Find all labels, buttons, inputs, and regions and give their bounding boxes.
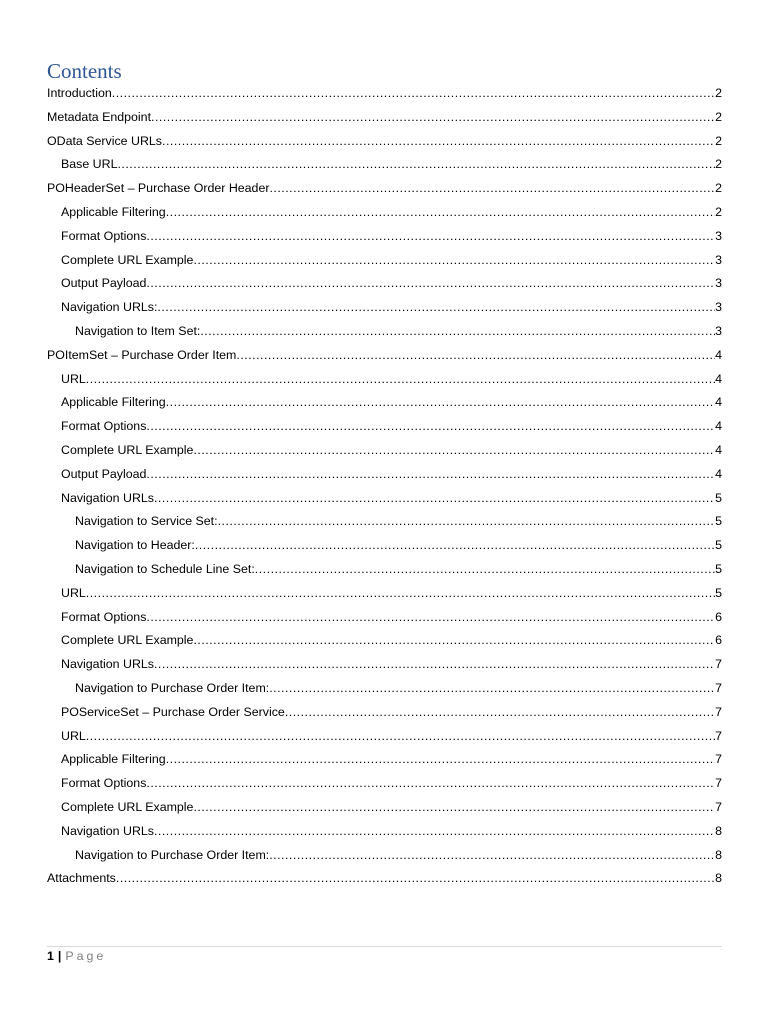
toc-dot-leader [86, 582, 715, 606]
toc-entry-page-number: 5 [715, 490, 722, 505]
toc-dot-leader [86, 725, 715, 749]
toc-entry[interactable] [47, 344, 722, 368]
toc-dot-leader [116, 867, 715, 891]
toc-entry[interactable] [47, 487, 722, 511]
footer-separator: | [57, 949, 62, 963]
toc-entry-page-number: 3 [715, 300, 722, 315]
toc-entry-title: Navigation to Purchase Order Item: [75, 847, 270, 862]
toc-entry-page-number: 8 [715, 871, 722, 886]
toc-entry-title: URL [61, 585, 86, 600]
footer-page-label: Page [65, 949, 107, 963]
toc-entry-page-number: 7 [715, 657, 722, 672]
toc-entry[interactable] [47, 748, 722, 772]
toc-entry-title: Navigation to Item Set: [75, 323, 201, 338]
toc-entry-title: Complete URL Example [61, 633, 194, 648]
toc-dot-leader [166, 748, 715, 772]
toc-entry-page-number: 3 [715, 228, 722, 243]
toc-entry-page-number: 7 [715, 704, 722, 719]
toc-entry-title: OData Service URLs [47, 133, 162, 148]
toc-entry-title: Navigation to Service Set: [75, 514, 218, 529]
toc-entry-title: Navigation URLs [61, 823, 154, 838]
toc-dot-leader [154, 820, 715, 844]
toc-entry-page-number: 3 [715, 252, 722, 267]
toc-entry[interactable] [47, 582, 722, 606]
toc-entry-title: Navigation to Purchase Order Item: [75, 680, 270, 695]
toc-entry[interactable] [47, 701, 722, 725]
toc-entry-title: Introduction [47, 86, 112, 100]
toc-entry[interactable] [47, 130, 722, 154]
toc-heading: Contents [47, 59, 122, 83]
toc-entry-page-number: 8 [715, 847, 722, 862]
toc-entry[interactable] [47, 320, 722, 344]
toc-entry-page-number: 2 [715, 109, 722, 124]
toc-entry-title: Format Options [61, 228, 147, 243]
toc-entry[interactable] [47, 249, 722, 273]
toc-entry-title: Navigation URLs [61, 490, 154, 505]
toc-entry-title: Navigation URLs: [61, 300, 158, 315]
toc-dot-leader [146, 415, 715, 439]
toc-entry-title: Output Payload [61, 466, 147, 481]
toc-entry-title: POHeaderSet – Purchase Order Header [47, 181, 270, 196]
toc-entry-title: Metadata Endpoint [47, 109, 152, 124]
toc-entry-page-number: 5 [715, 538, 722, 553]
toc-list [47, 82, 722, 891]
toc-entry[interactable] [47, 415, 722, 439]
toc-dot-leader [117, 153, 715, 177]
toc-entry[interactable] [47, 820, 722, 844]
toc-entry-page-number: 4 [715, 395, 722, 410]
toc-dot-leader [193, 629, 715, 653]
toc-entry-title: Complete URL Example [61, 252, 194, 267]
toc-entry-page-number: 7 [715, 728, 722, 743]
toc-dot-leader [269, 677, 715, 701]
toc-entry-title: URL [61, 728, 86, 743]
toc-entry-title: Base URL [61, 157, 118, 172]
toc-entry-page-number: 7 [715, 799, 722, 814]
toc-entry-page-number: 6 [715, 609, 722, 624]
toc-entry-page-number: 5 [715, 585, 722, 600]
toc-dot-leader [112, 82, 715, 106]
toc-entry[interactable] [47, 677, 722, 701]
toc-entry-title: Navigation to Schedule Line Set: [75, 561, 255, 576]
toc-entry[interactable] [47, 606, 722, 630]
footer-divider [47, 946, 722, 947]
toc-entry[interactable] [47, 82, 722, 106]
toc-entry-title: URL [61, 371, 86, 386]
toc-entry-page-number: 5 [715, 561, 722, 576]
toc-entry-page-number: 7 [715, 752, 722, 767]
toc-dot-leader [157, 296, 715, 320]
toc-dot-leader [236, 344, 715, 368]
toc-entry-page-number: 2 [715, 157, 722, 172]
toc-entry-page-number: 3 [715, 323, 722, 338]
toc-entry[interactable] [47, 772, 722, 796]
toc-entry-title: Applicable Filtering [61, 752, 166, 767]
toc-entry[interactable] [47, 296, 722, 320]
toc-dot-leader [146, 772, 715, 796]
toc-entry-page-number: 4 [715, 419, 722, 434]
toc-dot-leader [193, 796, 715, 820]
toc-entry[interactable] [47, 629, 722, 653]
toc-dot-leader [255, 558, 715, 582]
toc-entry-title: Attachments [47, 871, 116, 886]
toc-entry-title: Format Options [61, 776, 147, 791]
toc-entry[interactable] [47, 510, 722, 534]
toc-dot-leader [269, 844, 715, 868]
toc-entry[interactable] [47, 201, 722, 225]
toc-entry[interactable] [47, 106, 722, 130]
toc-dot-leader [154, 653, 715, 677]
toc-entry-page-number: 4 [715, 442, 722, 457]
toc-entry-title: POItemSet – Purchase Order Item [47, 347, 237, 362]
toc-dot-leader [285, 701, 715, 725]
footer-page-number: 1 [47, 949, 54, 963]
toc-dot-leader [200, 320, 715, 344]
toc-entry[interactable] [47, 177, 722, 201]
toc-entry-page-number: 2 [715, 86, 722, 100]
toc-dot-leader [218, 510, 716, 534]
toc-dot-leader [193, 249, 715, 273]
toc-entry[interactable] [47, 368, 722, 392]
toc-entry-title: POServiceSet – Purchase Order Service [61, 704, 285, 719]
toc-dot-leader [86, 368, 715, 392]
toc-entry-page-number: 3 [715, 276, 722, 291]
toc-entry[interactable] [47, 653, 722, 677]
toc-dot-leader [146, 463, 715, 487]
toc-entry-page-number: 7 [715, 680, 722, 695]
toc-entry[interactable] [47, 844, 722, 868]
toc-entry-title: Complete URL Example [61, 799, 194, 814]
toc-entry-page-number: 6 [715, 633, 722, 648]
toc-entry-title: Applicable Filtering [61, 204, 166, 219]
toc-dot-leader [162, 130, 715, 154]
toc-entry-page-number: 5 [715, 514, 722, 529]
toc-entry-page-number: 4 [715, 371, 722, 386]
toc-dot-leader [193, 439, 715, 463]
toc-entry[interactable] [47, 272, 722, 296]
toc-entry[interactable] [47, 534, 722, 558]
toc-entry-title: Navigation to Header: [75, 538, 195, 553]
toc-dot-leader [166, 391, 715, 415]
toc-entry-title: Output Payload [61, 276, 147, 291]
toc-entry-page-number: 2 [715, 204, 722, 219]
page-footer [47, 948, 106, 964]
toc-entry[interactable] [47, 463, 722, 487]
toc-entry-page-number: 4 [715, 466, 722, 481]
toc-entry[interactable] [47, 439, 722, 463]
toc-entry[interactable] [47, 796, 722, 820]
toc-entry-title: Applicable Filtering [61, 395, 166, 410]
toc-dot-leader [146, 225, 715, 249]
toc-entry-title: Format Options [61, 609, 147, 624]
toc-entry-title: Complete URL Example [61, 442, 194, 457]
toc-entry-page-number: 8 [715, 823, 722, 838]
toc-dot-leader [146, 272, 715, 296]
toc-dot-leader [195, 534, 715, 558]
toc-entry-page-number: 7 [715, 776, 722, 791]
toc-entry[interactable] [47, 153, 722, 177]
toc-entry-title: Format Options [61, 419, 147, 434]
toc-entry-page-number: 2 [715, 133, 722, 148]
toc-entry-page-number: 2 [715, 181, 722, 196]
toc-entry-title: Navigation URLs [61, 657, 154, 672]
toc-entry[interactable] [47, 867, 722, 891]
toc-entry[interactable] [47, 725, 722, 749]
toc-dot-leader [269, 177, 715, 201]
toc-dot-leader [146, 606, 715, 630]
toc-dot-leader [151, 106, 715, 130]
toc-entry-page-number: 4 [715, 347, 722, 362]
toc-entry[interactable] [47, 558, 722, 582]
toc-dot-leader [166, 201, 715, 225]
toc-entry[interactable] [47, 225, 722, 249]
toc-entry[interactable] [47, 391, 722, 415]
toc-dot-leader [154, 487, 715, 511]
